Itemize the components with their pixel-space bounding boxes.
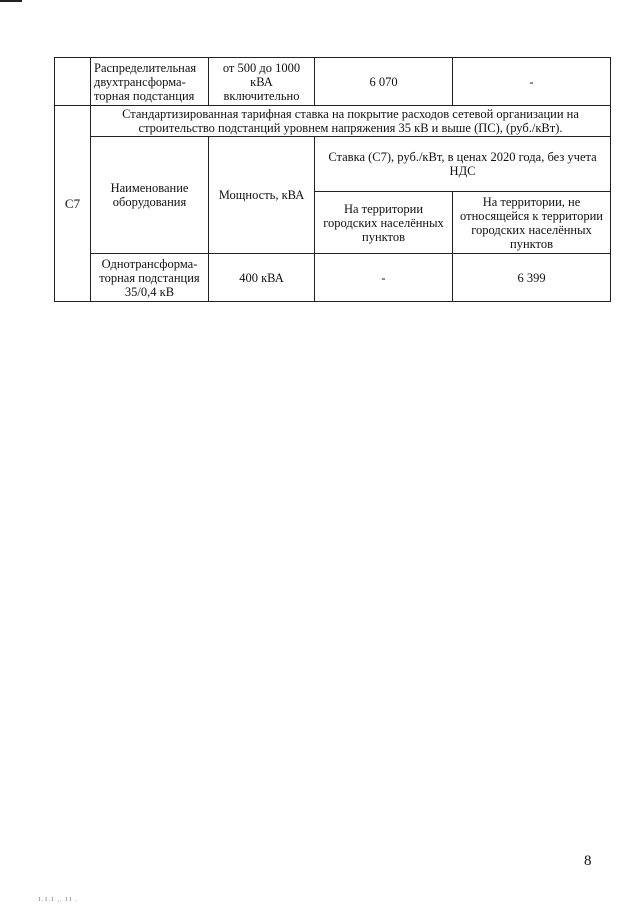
value-urban-cell: 6 070 [315, 58, 453, 106]
equipment-header: Наименование оборудования [91, 137, 209, 254]
tariff-table [54, 57, 611, 302]
table-row [55, 254, 611, 302]
value-rural-cell: - [453, 58, 611, 106]
page-number: 8 [584, 853, 592, 869]
urban-header: На территории городских населённых пунктов [315, 192, 453, 254]
table-row [55, 58, 611, 106]
power-cell: от 500 до 1000 кВА включительно [209, 58, 315, 106]
equipment-cell: Однотрансформа-торная подстанция 35/0,4 кВ [91, 254, 209, 302]
section-title: Стандартизированная тарифная ставка на покрытие расходов сетевой организации на строительство подстанций уровнем напряжения 35 кВ и выше (ПС), (руб./кВт). [91, 106, 611, 137]
value-rural-cell: 6 399 [453, 254, 611, 302]
code-cell-empty [55, 58, 91, 106]
power-cell: 400 кВА [209, 254, 315, 302]
section-title-row [55, 106, 611, 137]
footer-scan-text: 1.1.1 ,. 11 . [38, 897, 78, 903]
value-urban-cell: - [315, 254, 453, 302]
rural-header: На территории, не относящейся к территории городских населённых пунктов [453, 192, 611, 254]
corner-mark [0, 0, 22, 2]
equipment-cell: Распределительная двухтрансформа-торная подстанция [91, 58, 209, 106]
header-row [55, 137, 611, 192]
power-header: Мощность, кВА [209, 137, 315, 254]
rate-header: Ставка (С7), руб./кВт, в ценах 2020 года, без учета НДС [315, 137, 611, 192]
rate-code-cell: С7 [55, 106, 91, 302]
